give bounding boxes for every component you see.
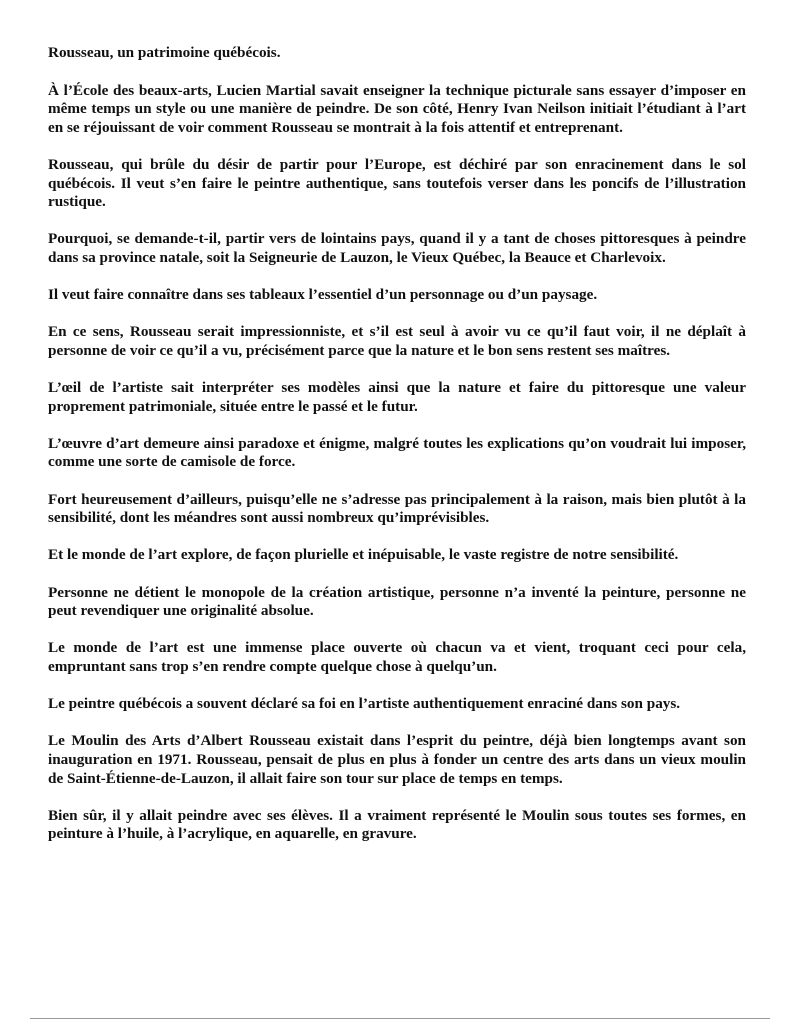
paragraph-moulin-des-arts: Le Moulin des Arts d’Albert Rousseau existait dans l’esprit du peintre, déjà bien longtemps avant son inauguration en 1971. Rousseau, pensait de plus en plus à fonder un centre des arts dans un vieux moulin de Saint-Étienne-de-Lauzon, il allait faire son tour sur place de temps en temps.	[48, 732, 746, 787]
paragraph-pourquoi: Pourquoi, se demande-t-il, partir vers de lointains pays, quand il y a tant de choses pittoresques à peindre dans sa province natale, soit la Seigneurie de Lauzon, le Vieux Québec, la Beauce et Charlevoix.	[48, 230, 746, 266]
paragraph-essentiel: Il veut faire connaître dans ses tableaux l’essentiel d’un personnage ou d’un paysage.	[48, 286, 598, 304]
paragraph-eleves: Bien sûr, il y allait peindre avec ses élèves. Il a vraiment représenté le Moulin sous toutes ses formes, en peinture à l’huile, à l’acrylique, en aquarelle, en gravure.	[48, 806, 746, 843]
document-title: Rousseau, un patrimoine québécois.	[48, 44, 281, 61]
paragraph-registre: Et le monde de l’art explore, de façon plurielle et inépuisable, le vaste registre de notre sensibilité.	[48, 546, 679, 564]
paragraph-enracine: Le peintre québécois a souvent déclaré sa foi en l’artiste authentiquement enraciné dans son pays.	[48, 695, 681, 713]
paragraph-impressionniste: En ce sens, Rousseau serait impressionniste, et s’il est seul à avoir vu ce qu’il faut voir, il ne déplaît à personne de voir ce qu’il a vu, précisément parce que la nature et le bon sens restent ses maîtres.	[48, 323, 746, 359]
paragraph-ecole-beaux-arts: À l’École des beaux-arts, Lucien Martial savait enseigner la technique picturale sans essayer d’imposer en même temps un style ou une manière de peindre. De son côté, Henry Ivan Neilson initiait l’étudiant à l’art en se réjouissant de voir comment Rousseau se montrait à la fois attentif et entreprenant.	[48, 81, 746, 136]
paragraph-sensibilite: Fort heureusement d’ailleurs, puisqu’elle ne s’adresse pas principalement à la raison, mais bien plutôt à la sensibilité, dont les méandres sont aussi nombreux qu’imprévisibles.	[48, 490, 746, 527]
paragraph-paradoxe: L’œuvre d’art demeure ainsi paradoxe et énigme, malgré toutes les explications qu’on voudrait lui imposer, comme une sorte de camisole de force.	[48, 434, 746, 471]
paragraph-place-ouverte: Le monde de l’art est une immense place ouverte où chacun va et vient, troquant ceci pour cela, empruntant sans trop s’en rendre compte quelque chose à quelqu’un.	[48, 639, 746, 675]
paragraph-europe: Rousseau, qui brûle du désir de partir pour l’Europe, est déchiré par son enracinement dans le sol québécois. Il veut s’en faire le peintre authentique, sans toutefois verser dans les poncifs de l’illustration rustique.	[48, 155, 746, 211]
paragraph-oeil-artiste: L’œil de l’artiste sait interpréter ses modèles ainsi que la nature et faire du pittoresque une valeur proprement patrimoniale, située entre le passé et le futur.	[48, 379, 746, 415]
paragraph-monopole: Personne ne détient le monopole de la création artistique, personne n’a inventé la peinture, personne ne peut revendiquer une originalité absolue.	[48, 583, 746, 620]
bottom-rule-divider	[30, 1018, 770, 1019]
document-page	[48, 44, 746, 863]
